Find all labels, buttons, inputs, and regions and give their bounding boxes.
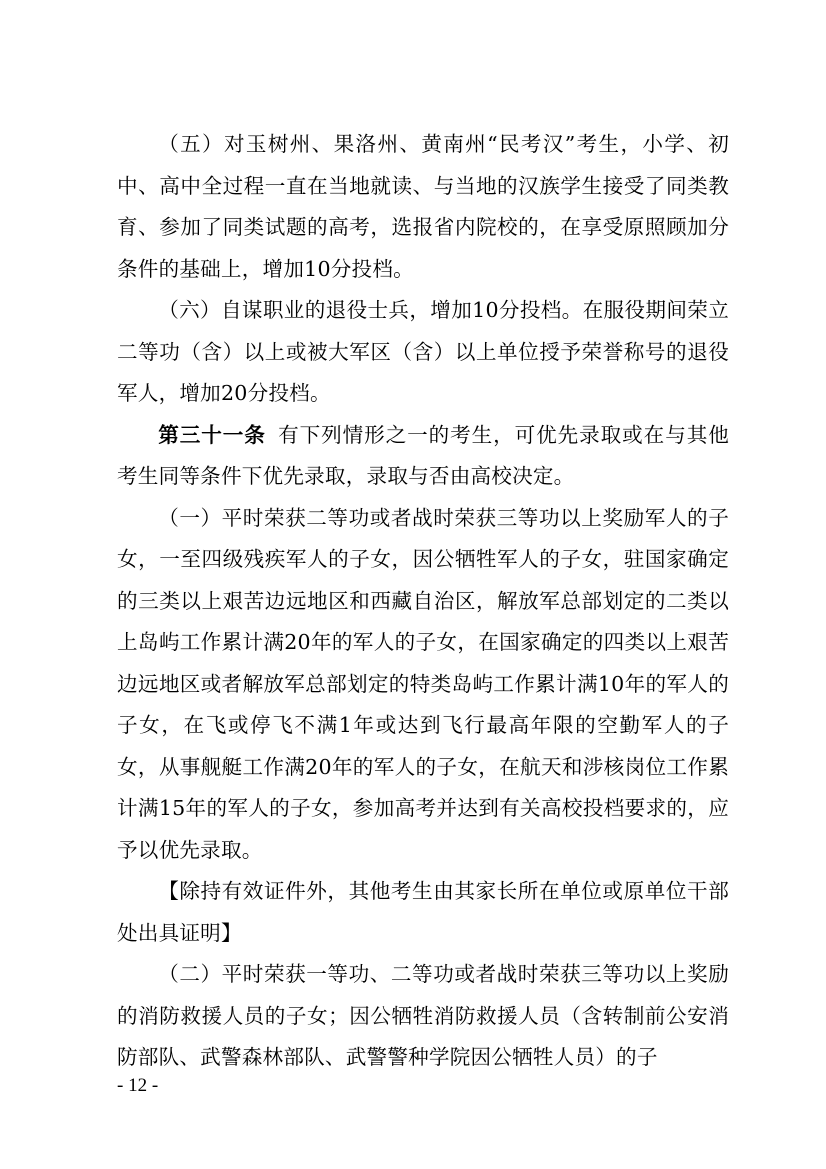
document-body [117,124,729,1079]
paragraph-sub-1: （一）平时荣获二等功或者战时荣获三等功以上奖励军人的子女，一至四级残疾军人的子女，因公牺牲军人的子女，驻国家确定的三类以上艰苦边远地区和西藏自治区，解放军总部划定的二类以上岛屿工作累计满20年的军人的子女，在国家确定的四类以上艰苦边远地区或者解放军总部划定的特类岛屿工作累计满10年的军人的子女，在飞或停飞不满1年或达到飞行最高年限的空勤军人的子女，从事舰艇工作满20年的军人的子女，在航天和涉核岗位工作累计满15年的军人的子女，参加高考并达到有关高校投档要求的，应予以优先录取。 [117,505,729,862]
paragraph-item-6: （六）自谋职业的退役士兵，增加10分投档。在服役期间荣立二等功（含）以上或被大军区（含）以上单位授予荣誉称号的退役军人，增加20分投档。 [117,298,729,405]
paragraph-note-1: 【除持有效证件外，其他考生由其家长所在单位或原单位干部处出具证明】 [117,879,729,945]
page-number: - 12 - [117,1075,159,1096]
article-31-paragraph [117,415,729,498]
paragraph-item-5: （五）对玉树州、果洛州、黄南州“民考汉”考生，小学、初中、高中全过程一直在当地就读、与当地的汉族学生接受了同类教育、参加了同类试题的高考，选报省内院校的，在享受原照顾加分条件的基础上，增加10分投档。 [117,132,729,281]
article-31-text: 有下列情形之一的考生，可优先录取或在与其他考生同等条件下优先录取，录取与否由高校决定。 [117,422,729,488]
article-31-label: 第三十一条 [158,422,266,447]
paragraph-sub-2: （二）平时荣获一等功、二等功或者战时荣获三等功以上奖励的消防救援人员的子女；因公牺牲消防救援人员（含转制前公安消防部队、武警森林部队、武警警种学院因公牺牲人员）的子 [117,962,729,1069]
